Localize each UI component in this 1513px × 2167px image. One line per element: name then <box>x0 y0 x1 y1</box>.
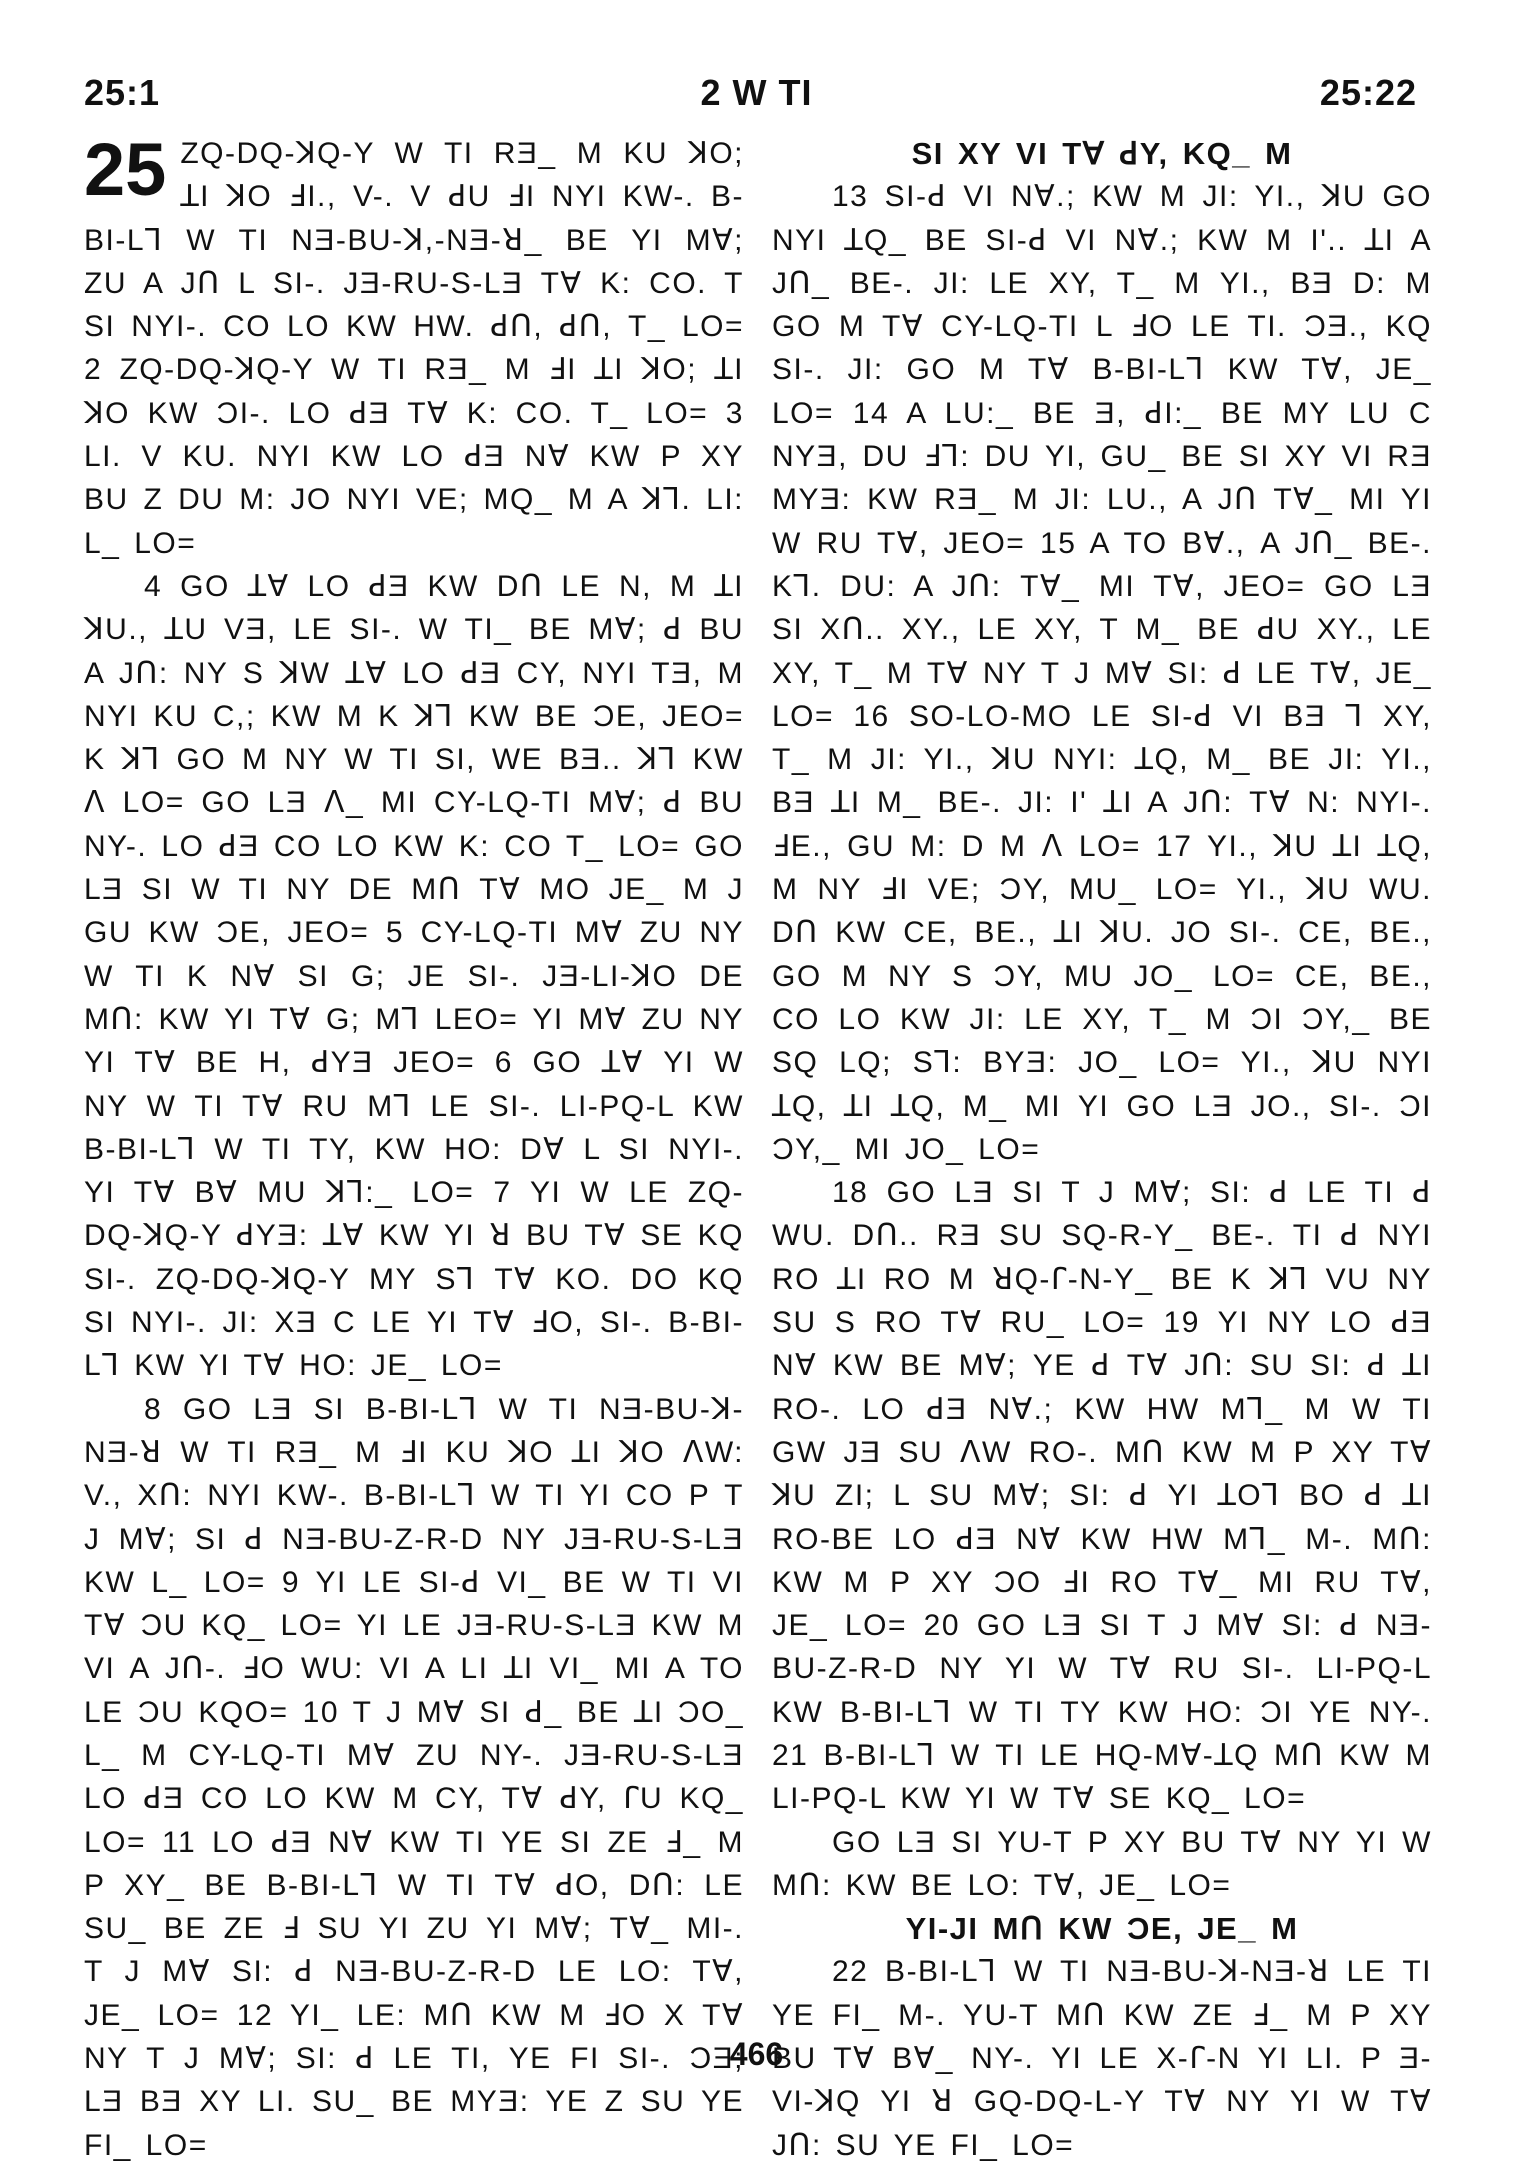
chapter-opening-paragraph <box>84 128 744 565</box>
chapter-number: 25 <box>84 128 167 211</box>
section-heading: SI XY VI Tꓯ ꓒY, KQ_ M <box>911 136 1293 171</box>
paragraph-text: ZQ-DQ-ꓘQ-Y W TI RƎ_ M KU ꓘO; ꓕI ꓘO ꓞI., V-. V ꓒU ꓞI NYI KW-. B-BI-Lꓶ W TI NƎ-BU-ꓘ,-NƎ-ꓤ_ BE YI Mꓯ; ZU A Jꓵ L SI-. JƎ-RU-S-LƎ Tꓯ K: CO. T SI NYI-. CO LO KW HW. ꓒꓵ, ꓒꓵ, T_ LO= 2 ZQ-DQ-ꓘQ-Y W TI RƎ_ M ꓞI ꓕI ꓘO; ꓕI ꓘO KW ƆI-. LO ꓒƎ Tꓯ K: CO. T_ LO= 3 LI. V KU. NYI KW LO ꓒƎ Nꓯ KW P XY BU Z DU M: JO NYI VE; MQ_ M A ꓘꓶ. LI: L_ LO= <box>84 137 744 560</box>
section-heading: YI-JI Mꓵ KW ƆE, JE_ M <box>905 1911 1299 1947</box>
paragraph: GO LƎ SI YU-T P XY BU Tꓯ NY YI W Mꓵ: KW BE LO: Tꓯ, JE_ LO= <box>772 1825 1432 1902</box>
page-number: 466 <box>729 2036 784 2072</box>
paragraph: 22 B-BI-Lꓶ W TI NƎ-BU-ꓘ-NƎ-ꓤ LE TI YE FI_ M-. YU-T Mꓵ KW ZE ꓞ_ M P XY BU Tꓯ Bꓯ_ NY-. YI LE X-ꓩ-N YI LI. P Ǝ-VI-ꓘQ YI ꓤ GQ-DQ-L-Y Tꓯ NY YI W Tꓯ Jꓵ: SU YE FI_ LO= <box>772 1955 1432 2162</box>
running-head-book-title: 2 W TI <box>700 72 813 113</box>
right-text-column <box>772 132 1432 2167</box>
paragraph: 18 GO LƎ SI T J Mꓯ; SI: ꓒ LE TI ꓒ WU. Dꓵ.. RƎ SU SQ-R-Y_ BE-. TI ꓒ NYI RO ꓕI RO M ꓤQ-ꓩ-N-Y_ BE K ꓘꓶ VU NY SU S RO Tꓯ RU_ LO= 19 YI NY LO ꓒƎ Nꓯ KW BE Mꓯ; YE ꓒ Tꓯ Jꓵ: SU SI: ꓒ ꓕI RO-. LO ꓒƎ Nꓯ.; KW HW Mꓶ_ M W TI GW JƎ SU ꓥW RO-. Mꓵ KW M P XY Tꓯ ꓘU ZI; L SU Mꓯ; SI: ꓒ YI ꓕOꓶ BO ꓒ ꓕI RO-BE LO ꓒƎ Nꓯ KW HW Mꓶ_ M-. Mꓵ: KW M P XY ƆO ꓞI RO Tꓯ_ MI RU Tꓯ, JE_ LO= 20 GO LƎ SI T J Mꓯ SI: ꓒ NƎ-BU-Z-R-D NY YI W Tꓯ RU SI-. LI-PQ-L KW B-BI-Lꓶ W TI TY KW HO: ƆI YE NY-. 21 B-BI-Lꓶ W TI LE HQ-Mꓯ-ꓕQ Mꓵ KW M LI-PQ-L KW YI W Tꓯ SE KQ_ LO= <box>772 1176 1432 1816</box>
running-head-left-ref: 25:1 <box>84 72 161 113</box>
paragraph: 13 SI-ꓒ VI Nꓯ.; KW M JI: YI., ꓘU GO NYI ꓕQ_ BE SI-ꓒ VI Nꓯ.; KW M I'.. ꓕI A Jꓵ_ BE-. JI: LE XY, T_ M YI., BƎ D: M GO M Tꓯ CY-LQ-TI L ꓞO LE TI. ƆƎ., KQ SI-. JI: GO M Tꓯ B-BI-Lꓶ KW Tꓯ, JE_ LO= 14 A LU:_ BE Ǝ, ꓒI:_ BE MY LU C NYƎ, DU ꓞꓶ: DU YI, GU_ BE SI XY VI RƎ MYƎ: KW RƎ_ M JI: LU., A Jꓵ Tꓯ_ MI YI W RU Tꓯ, JEO= 15 A TO Bꓯ., A Jꓵ_ BE-. Kꓶ. DU: A Jꓵ: Tꓯ_ MI Tꓯ, JEO= GO LƎ SI Xꓵ.. XY., LE XY, T M_ BE ꓒU XY., LE XY, T_ M Tꓯ NY T J Mꓯ SI: ꓒ LE Tꓯ, JE_ LO= 16 SO-LO-MO LE SI-ꓒ VI BƎ ꓶ XY, T_ M JI: YI., ꓘU NYI: ꓕQ, M_ BE JI: YI., BƎ ꓕI M_ BE-. JI: I' ꓕI A Jꓵ: Tꓯ N: NYI-. ꓞE., GU M: D M ꓥ LO= 17 YI., ꓘU ꓕI ꓕQ, M NY ꓞI VE; ƆY, MU_ LO= YI., ꓘU WU. Dꓵ KW CE, BE., ꓕI ꓘU. JO SI-. CE, BE., GO M NY S ƆY, MU JO_ LO= CE, BE., CO LO KW JI: LE XY, T_ M ƆI ƆY,_ BE SQ LQ; Sꓶ: BYƎ: JO_ LO= YI., ꓘU NYI ꓕQ, ꓕI ꓕQ, M_ MI YI GO LƎ JO., SI-. ƆI ƆY,_ MI JO_ LO= <box>772 180 1432 1166</box>
left-text-column <box>84 128 744 2167</box>
paragraph: 8 GO LƎ SI B-BI-Lꓶ W TI NƎ-BU-ꓘ-NƎ-ꓤ W TI RƎ_ M ꓞI KU ꓘO ꓕI ꓘO ꓥW: V., Xꓵ: NYI KW-. B-BI-Lꓶ W TI YI CO P T J Mꓯ; SI ꓒ NƎ-BU-Z-R-D NY JƎ-RU-S-LƎ KW L_ LO= 9 YI LE SI-ꓒ VI_ BE W TI VI Tꓯ ƆU KQ_ LO= YI LE JƎ-RU-S-LƎ KW M VI A Jꓵ-. ꓞO WU: VI A LI ꓕI VI_ MI A TO LE ƆU KQO= 10 T J Mꓯ SI ꓒ_ BE ꓕI ƆO_ L_ M CY-LQ-TI Mꓯ ZU NY-. JƎ-RU-S-LƎ LO ꓒƎ CO LO KW M CY, Tꓯ ꓒY, ꓩU KQ_ LO= 11 LO ꓒƎ Nꓯ KW TI YE SI ZE ꓞ_ M P XY_ BE B-BI-Lꓶ W TI Tꓯ ꓒO, Dꓵ: LE SU_ BE ZE ꓞ SU YI ZU YI Mꓯ; Tꓯ_ MI-. T J Mꓯ SI: ꓒ NƎ-BU-Z-R-D LE LO: Tꓯ, JE_ LO= 12 YI_ LE: Mꓵ KW M ꓞO X Tꓯ NY T J Mꓯ; SI: ꓒ LE TI, YE FI SI-. ƆƎ; LƎ BƎ XY LI. SU_ BE MYƎ: YE Z SU YE FI_ LO= <box>84 1392 744 2162</box>
running-head-right-ref: 25:22 <box>1319 72 1417 113</box>
paragraph: 4 GO ꓕꓯ LO ꓒƎ KW Dꓵ LE N, M ꓕI ꓘU., ꓕU VƎ, LE SI-. W TI_ BE Mꓯ; ꓒ BU A Jꓵ: NY S ꓘW ꓕꓯ LO ꓒƎ CY, NYI TƎ, M NYI KU C,; KW M K ꓘꓶ KW BE ƆE, JEO= K ꓘꓶ GO M NY W TI SI, WE BƎ.. ꓘꓶ KW ꓥ LO= GO LƎ ꓥ_ MI CY-LQ-TI Mꓯ; ꓒ BU NY-. LO ꓒƎ CO LO KW K: CO T_ LO= GO LƎ SI W TI NY DE Mꓵ Tꓯ MO JE_ M J GU KW ƆE, JEO= 5 CY-LQ-TI Mꓯ ZU NY W TI K Nꓯ SI G; JE SI-. JƎ-LI-ꓘO DE Mꓵ: KW YI Tꓯ G; Mꓶ LEO= YI Mꓯ ZU NY YI Tꓯ BE H, ꓒYƎ JEO= 6 GO ꓕꓯ YI W NY W TI Tꓯ RU Mꓶ LE SI-. LI-PQ-L KW B-BI-Lꓶ W TI TY, KW HO: Dꓯ L SI NYI-. YI Tꓯ Bꓯ MU ꓘꓶ:_ LO= 7 YI W LE ZQ-DQ-ꓘQ-Y ꓒYƎ: ꓕꓯ KW YI ꓤ BU Tꓯ SE KQ SI-. ZQ-DQ-ꓘQ-Y MY Sꓶ Tꓯ KO. DO KQ SI NYI-. JI: XƎ C LE YI Tꓯ ꓞO, SI-. B-BI-Lꓶ KW YI Tꓯ HO: JE_ LO= <box>84 569 744 1383</box>
